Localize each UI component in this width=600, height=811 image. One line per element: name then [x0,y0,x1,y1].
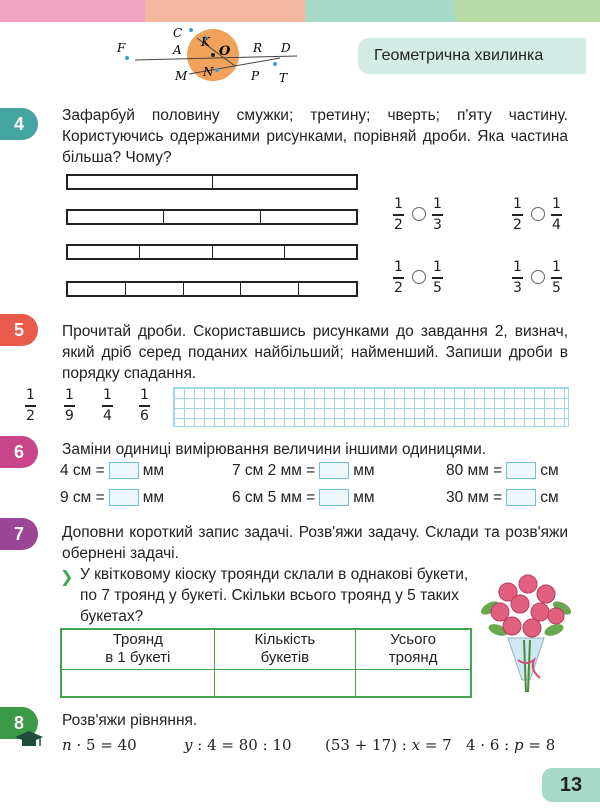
task5-text: Прочитай дроби. Скориставшись рисунками до завдання 2, визнач, який дріб серед поданих найбільший; найменший. Запиши дроби в порядку спадання. [62,323,568,382]
strip-quarters[interactable] [66,244,358,260]
rose-bouquet-image [478,568,574,698]
task7-number: 7 [0,518,38,550]
conv-input-5[interactable] [319,489,349,506]
task6-number: 6 [0,436,38,468]
conv-row1-col1: 4 см = мм [60,462,165,479]
header-bouquet-count: Кількість букетів [214,629,356,669]
cell-total-roses[interactable] [356,669,471,697]
task5-fraction-2: 1 9 [65,387,74,424]
task4-number: 4 [0,108,38,140]
conv-input-3[interactable] [506,462,536,479]
label-k: K [201,35,210,49]
problem-arrow-icon: ❯ [60,567,74,586]
task7-text: Доповни короткий запис задачі. Розв'яжи задачу. Склади та розв'яжи обернені задачі. [62,524,568,562]
cmp4-compare-circle[interactable] [531,270,545,284]
conv-input-4[interactable] [109,489,139,506]
cmp4-right-fraction: 1 5 [552,259,561,296]
task6-text: Заміни одиниці вимірювання величини іншими одиницями. [62,441,487,458]
short-record-table [60,628,472,698]
label-p: P [251,69,260,83]
top-bar-teal [305,0,455,22]
top-bar-pink [0,0,145,22]
conv-input-1[interactable] [109,462,139,479]
header-total-roses: Усього троянд [356,629,471,669]
cmp1-right-fraction: 1 3 [433,196,442,233]
cmp1-compare-circle[interactable] [412,207,426,221]
equation-3: (53 + 17) : x = 7 [325,736,452,754]
task4-text: Зафарбуй половину смужки; третину; чверть; п'яту частину. Користуючись одержаними рисунками, порівняй дроби. Яка частина більша? Чому? [62,107,568,166]
top-bar-orange [145,0,305,22]
conv-row1-col3: 80 мм = см [446,462,559,479]
graduation-cap-icon [14,730,44,748]
point-t [273,62,277,66]
task5-fraction-1: 1 2 [26,387,35,424]
cmp3-right-fraction: 1 5 [433,259,442,296]
section-title: Геометрична хвилинка [358,38,586,74]
point-f [125,56,129,60]
geometry-figure [105,24,305,86]
center-point [211,53,215,57]
label-o: O [219,44,231,59]
cmp3-compare-circle[interactable] [412,270,426,284]
strip-fifths[interactable] [66,281,358,297]
conv-row1-col2: 7 см 2 мм = мм [232,462,375,479]
conv-row2-col2: 6 см 5 мм = мм [232,489,375,506]
conv-input-2[interactable] [319,462,349,479]
task5-number: 5 [0,314,38,346]
label-m: M [175,69,188,83]
cell-bouquet-count[interactable] [214,669,356,697]
conv-input-6[interactable] [506,489,536,506]
cmp3-left-fraction: 1 2 [394,259,403,296]
label-c: C [173,26,183,40]
cmp4-left-fraction: 1 3 [513,259,522,296]
task8-number: 8 [0,707,38,739]
cmp2-right-fraction: 1 4 [552,196,561,233]
header-roses-per-bouquet: Троянд в 1 букеті [61,629,214,669]
label-f: F [117,41,126,55]
task5-fraction-4: 1 6 [140,387,149,424]
conv-row2-col1: 9 см = мм [60,489,165,506]
strip-thirds[interactable] [66,209,358,225]
top-bar-green [455,0,600,22]
label-n: N [203,65,214,79]
point-c [189,28,193,32]
cell-roses-per-bouquet[interactable] [61,669,214,697]
equation-1: n · 5 = 40 [62,736,137,754]
task8-text: Розв'яжи рівняння. [62,712,198,729]
page-number: 13 [542,768,600,802]
label-t: T [279,71,288,85]
point-n [215,68,219,72]
task7-problem: У квітковому кіоску троянди склали в однакові букети, по 7 троянд у букеті. Скільки всього троянд у 5 таких букетах? [80,566,469,625]
conv-row2-col3: 30 мм = см [446,489,559,506]
label-d: D [281,41,291,55]
equation-2: y : 4 = 80 : 10 [184,736,292,754]
cmp1-left-fraction: 1 2 [394,196,403,233]
label-r: R [253,41,263,55]
task5-answer-grid[interactable] [173,387,569,427]
task5-fraction-3: 1 4 [103,387,112,424]
cmp2-left-fraction: 1 2 [513,196,522,233]
strip-halves[interactable] [66,174,358,190]
label-a: A [173,43,182,57]
equation-4: 4 · 6 : p = 8 [466,736,556,754]
cmp2-compare-circle[interactable] [531,207,545,221]
